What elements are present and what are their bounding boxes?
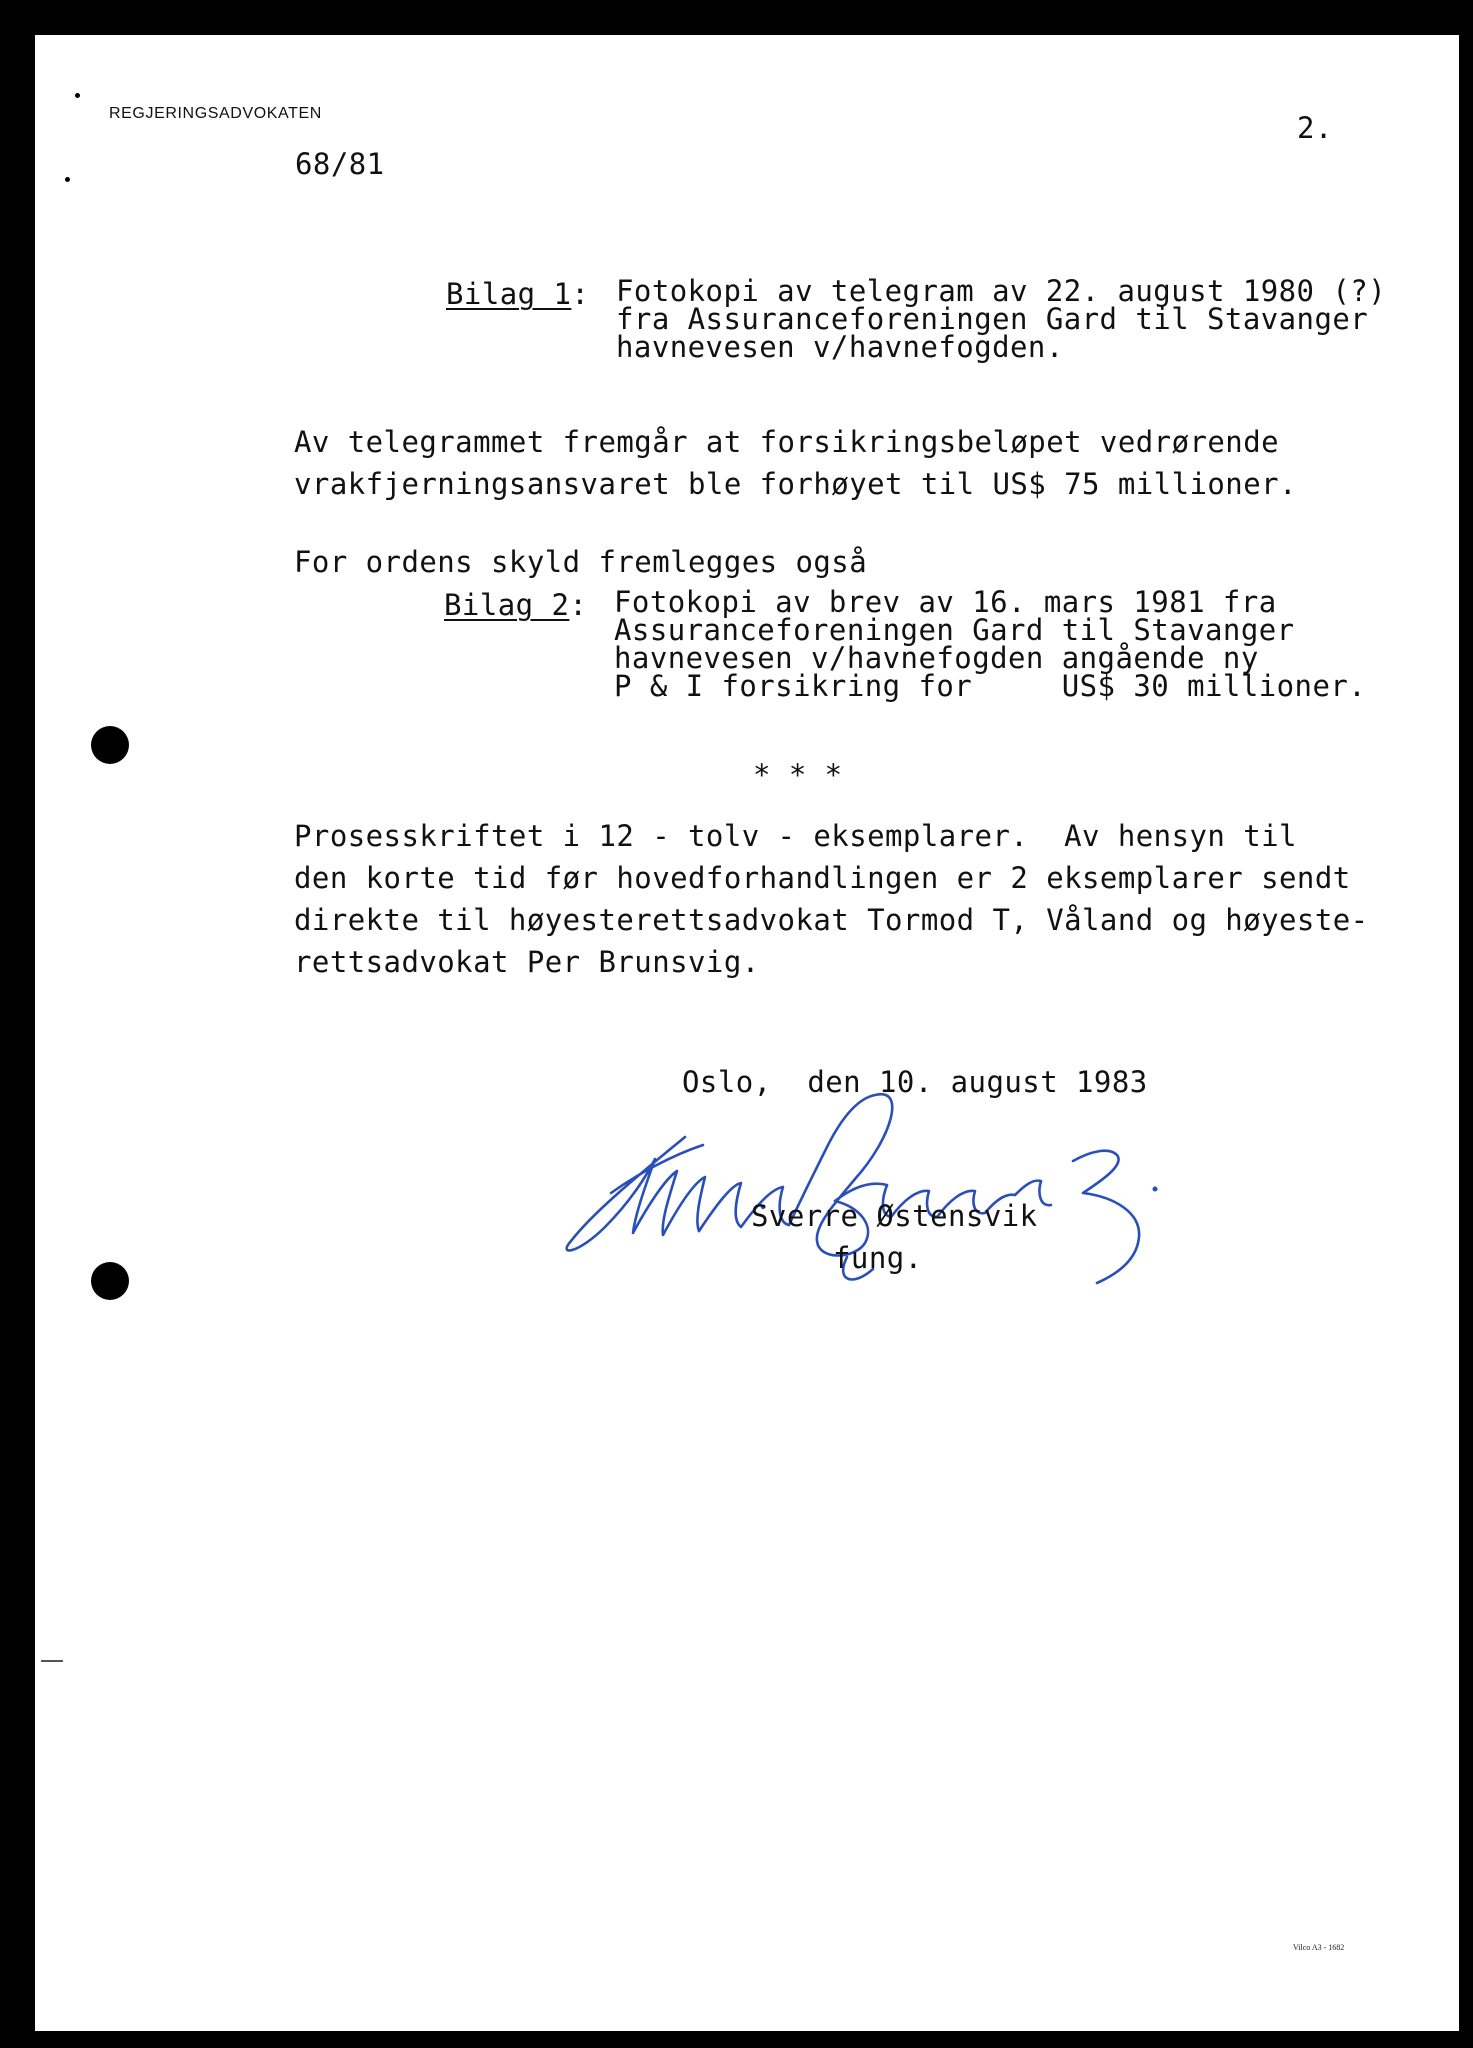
paragraph-copies [294,815,1369,983]
section-separator: * * * [753,758,843,792]
paragraph-telegram [294,421,1297,505]
place-and-date: Oslo, den 10. august 1983 [682,1065,1148,1099]
signatory-name: Sverre Østensvik [751,1199,1038,1233]
print-mark: Vilco A3 - 1682 [1293,1943,1345,1952]
paragraph-line: direkte til høyesterettsadvokat Tormod T, Våland og høyeste- [294,903,1369,937]
paragraph-line: vrakfjerningsansvaret ble forhøyet til US$ 75 millioner. [294,467,1297,501]
signatory-title: fung. [833,1241,923,1275]
bilag-1-line: Fotokopi av telegram av 22. august 1980 (?) [616,274,1387,308]
bilag-2-line: havnevesen v/havnefogden angående ny [614,641,1259,675]
bilag-2-line: Fotokopi av brev av 16. mars 1981 fra [614,585,1277,619]
bilag-2-line: P & I forsikring for US$ 30 millioner. [614,669,1367,703]
paragraph-line: rettsadvokat Per Brunsvig. [294,945,760,979]
bilag-1-label-text: Bilag 1 [446,277,572,311]
bilag-2-label: Bilag 2: [444,588,588,622]
bilag-2-description [614,585,1367,703]
margin-tick [41,1660,63,1662]
case-reference: 68/81 [295,147,385,181]
bilag-1-line: havnevesen v/havnefogden. [616,330,1064,364]
paragraph-line: den korte tid før hovedforhandlingen er 2 eksemplarer sendt [294,861,1351,895]
paragraph-line: Prosesskriftet i 12 - tolv - eksemplarer. Av hensyn til [294,819,1297,853]
bilag-1-label: Bilag 1: [446,277,590,311]
bilag-1-line: fra Assuranceforeningen Gard til Stavanger [616,302,1369,336]
paragraph-line: Av telegrammet fremgår at forsikringsbeløpet vedrørende [294,425,1280,459]
bilag-2-line: Assuranceforeningen Gard til Stavanger [614,613,1295,647]
binder-hole [91,726,129,764]
document-page [35,35,1459,2031]
paragraph-intro: For ordens skyld fremlegges også [294,545,868,579]
bilag-1-description [616,274,1387,364]
punch-mark-small [65,177,70,182]
binder-hole [91,1262,129,1300]
bilag-2-label-text: Bilag 2 [444,588,570,622]
page-number: 2. [1297,111,1333,145]
office-header: REGJERINGSADVOKATEN [109,105,322,122]
punch-mark-small [75,93,80,98]
